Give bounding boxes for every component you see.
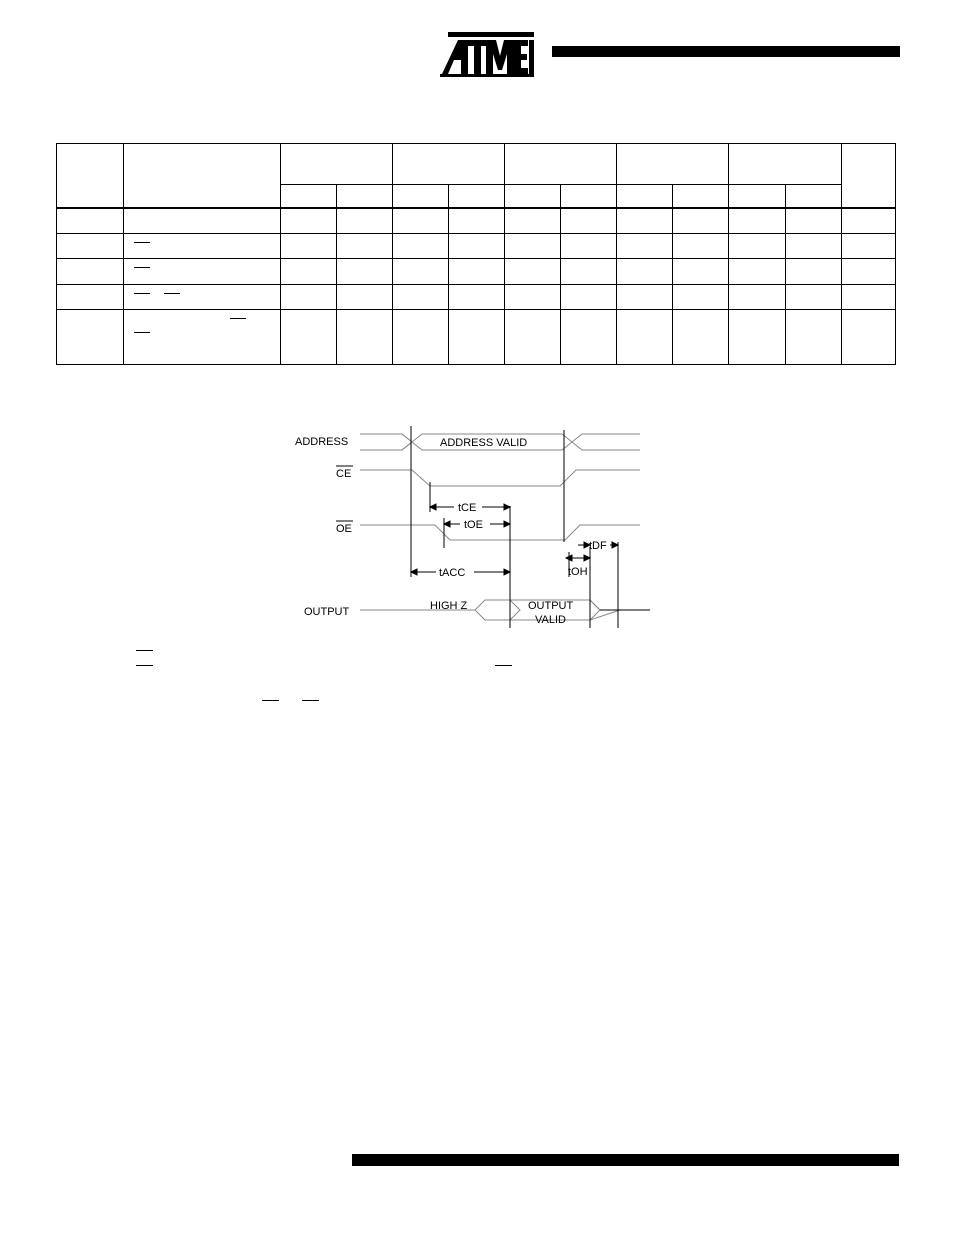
output-valid-label: OUTPUT [528, 600, 574, 612]
timing-label-toh: tOH [568, 566, 588, 578]
header-cell-grade [617, 144, 729, 185]
atmel-logo [438, 30, 538, 78]
header-cell-min [505, 185, 561, 209]
header-cell-min [729, 185, 786, 209]
high-z-label: HIGH Z [430, 600, 468, 612]
timing-label-tacc: tACC [439, 567, 466, 579]
header-cell-grade [505, 144, 617, 185]
read-timing-diagram [280, 422, 660, 634]
header-cell-min [281, 185, 337, 209]
note-overbar [136, 650, 153, 651]
header-rule [552, 46, 900, 57]
table-row [57, 234, 896, 259]
signal-label-output: OUTPUT [304, 606, 350, 618]
table-header-row [57, 144, 896, 185]
header-cell-grade [393, 144, 505, 185]
signal-label-address: ADDRESS [295, 436, 349, 448]
note-overbar [302, 700, 319, 701]
header-cell-symbol [57, 144, 124, 209]
note-overbar [495, 665, 512, 666]
header-cell-max [337, 185, 393, 209]
header-cell-max [786, 185, 842, 209]
timing-label-tce: tCE [458, 502, 477, 514]
reference-lines [411, 426, 618, 628]
header-cell-max [449, 185, 505, 209]
header-cell-units [842, 144, 896, 209]
header-cell-min [393, 185, 449, 209]
ac-characteristics-table [56, 143, 896, 365]
output-valid-label: VALID [535, 614, 566, 626]
address-valid-label: ADDRESS VALID [440, 437, 528, 449]
table-row [57, 309, 896, 364]
note-overbar [262, 700, 279, 701]
header-cell-min [617, 185, 673, 209]
footer-rule [352, 1154, 899, 1166]
signal-label-oe: OE [336, 523, 352, 535]
header-cell-grade [281, 144, 393, 185]
table-row [57, 208, 896, 234]
table-row [57, 284, 896, 309]
header-cell-max [673, 185, 729, 209]
header-cell-max [561, 185, 617, 209]
signal-label-ce: CE [336, 468, 352, 480]
header-cell-grade [729, 144, 842, 185]
table-row [57, 259, 896, 284]
note-overbar [136, 665, 153, 666]
header-cell-parameter [124, 144, 281, 209]
timing-label-tdf: tDF [589, 540, 607, 552]
timing-label-toe: tOE [464, 519, 483, 531]
